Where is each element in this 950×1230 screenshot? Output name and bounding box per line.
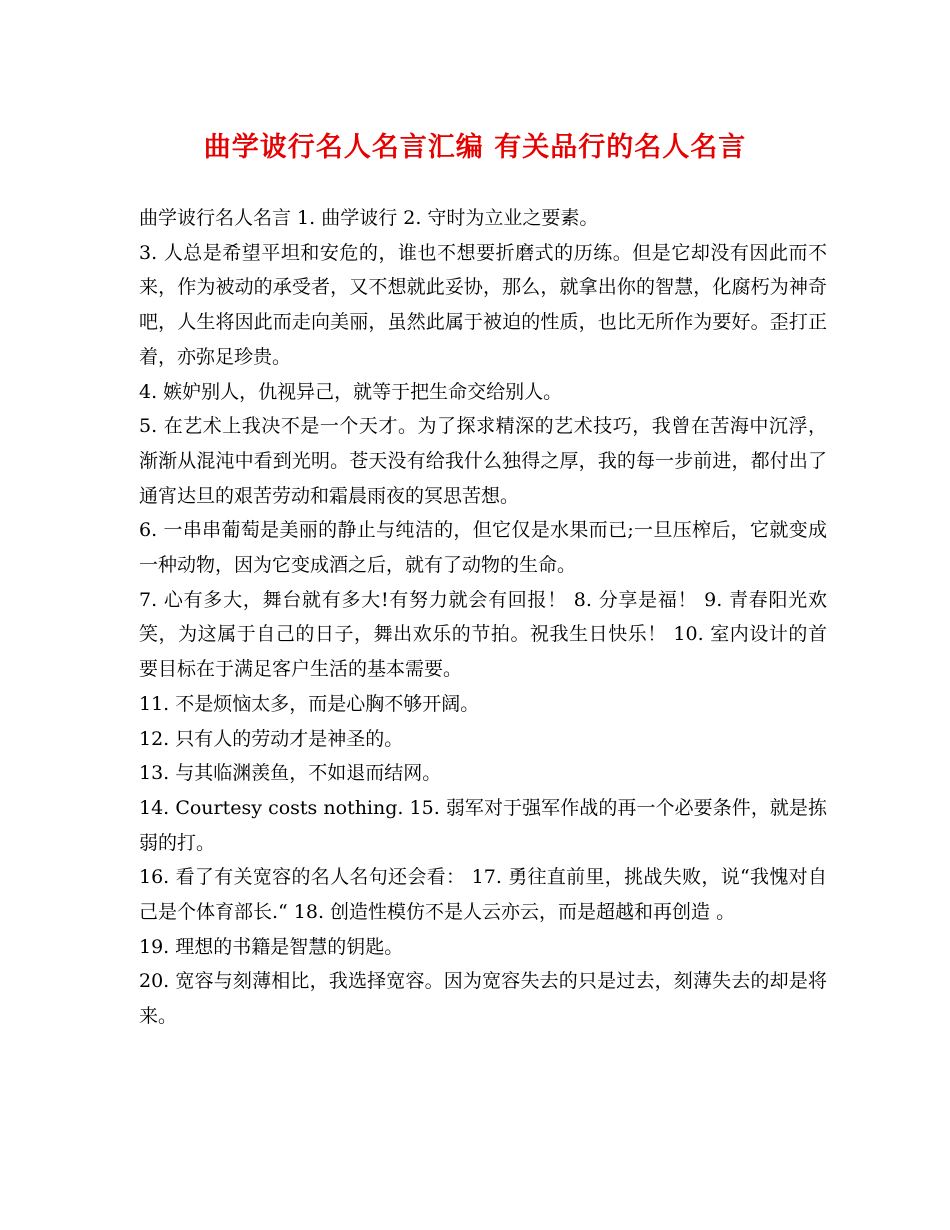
paragraph-quote-14-15: 14. Courtesy costs nothing. 15. 弱军对于强军作战的再一个必要条件，就是拣弱的打。 [139, 796, 827, 854]
paragraph-quote-4: 4. 嫉妒别人，仇视异己，就等于把生命交给别人。 [139, 380, 563, 403]
paragraph-quote-13: 13. 与其临渊羡鱼，不如退而结网。 [139, 762, 442, 785]
paragraph-quote-19: 19. 理想的书籍是智慧的钥匙。 [139, 935, 404, 958]
document-body [139, 201, 827, 1034]
paragraph-quote-11: 11. 不是烦恼太多，而是心胸不够开阔。 [139, 692, 480, 715]
paragraph-quote-7-10: 7. 心有多大，舞台就有多大!有努力就会有回报！ 8. 分享是福！ 9. 青春阳光欢笑，为这属于自己的日子，舞出欢乐的节拍。祝我生日快乐！ 10. 室内设计的首要目标在于满足客户生活的基本需要。 [139, 588, 827, 681]
paragraph-intro: 曲学诐行名人名言 1. 曲学诐行 2. 守时为立业之要素。 [139, 207, 599, 229]
paragraph-quote-16-18: 16. 看了有关宽容的名人名句还会看： 17. 勇往直前里，挑战失败，说“我愧对自己是个体育部长.“ 18. 创造性模仿不是人云亦云，而是超越和再创造 。 [139, 866, 827, 924]
paragraph-quote-6: 6. 一串串葡萄是美丽的静止与纯洁的，但它仅是水果而已;一旦压榨后，它就变成一种动物，因为它变成酒之后，就有了动物的生命。 [139, 519, 827, 577]
document-title: 曲学诐行名人名言汇编 有关品行的名人名言 [203, 132, 747, 163]
paragraph-quote-12: 12. 只有人的劳动才是神圣的。 [139, 727, 404, 750]
paragraph-quote-20: 20. 宽容与刻薄相比，我选择宽容。因为宽容失去的只是过去，刻薄失去的却是将来。 [139, 970, 827, 1028]
paragraph-quote-3: 3. 人总是希望平坦和安危的，谁也不想要折磨式的历练。但是它却没有因此而不来，作为被动的承受者，又不想就此妥协，那么，就拿出你的智慧，化腐朽为神奇吧，人生将因此而走向美丽，虽然此属于被迫的性质，也比无所作为要好。歪打正着，亦弥足珍贵。 [139, 241, 827, 368]
paragraph-quote-5: 5. 在艺术上我决不是一个天才。为了探求精深的艺术技巧，我曾在苦海中沉浮，渐渐从混沌中看到光明。苍天没有给我什么独得之厚，我的每一步前进，都付出了通宵达旦的艰苦劳动和霜晨雨夜的冥思苦想。 [139, 415, 827, 507]
